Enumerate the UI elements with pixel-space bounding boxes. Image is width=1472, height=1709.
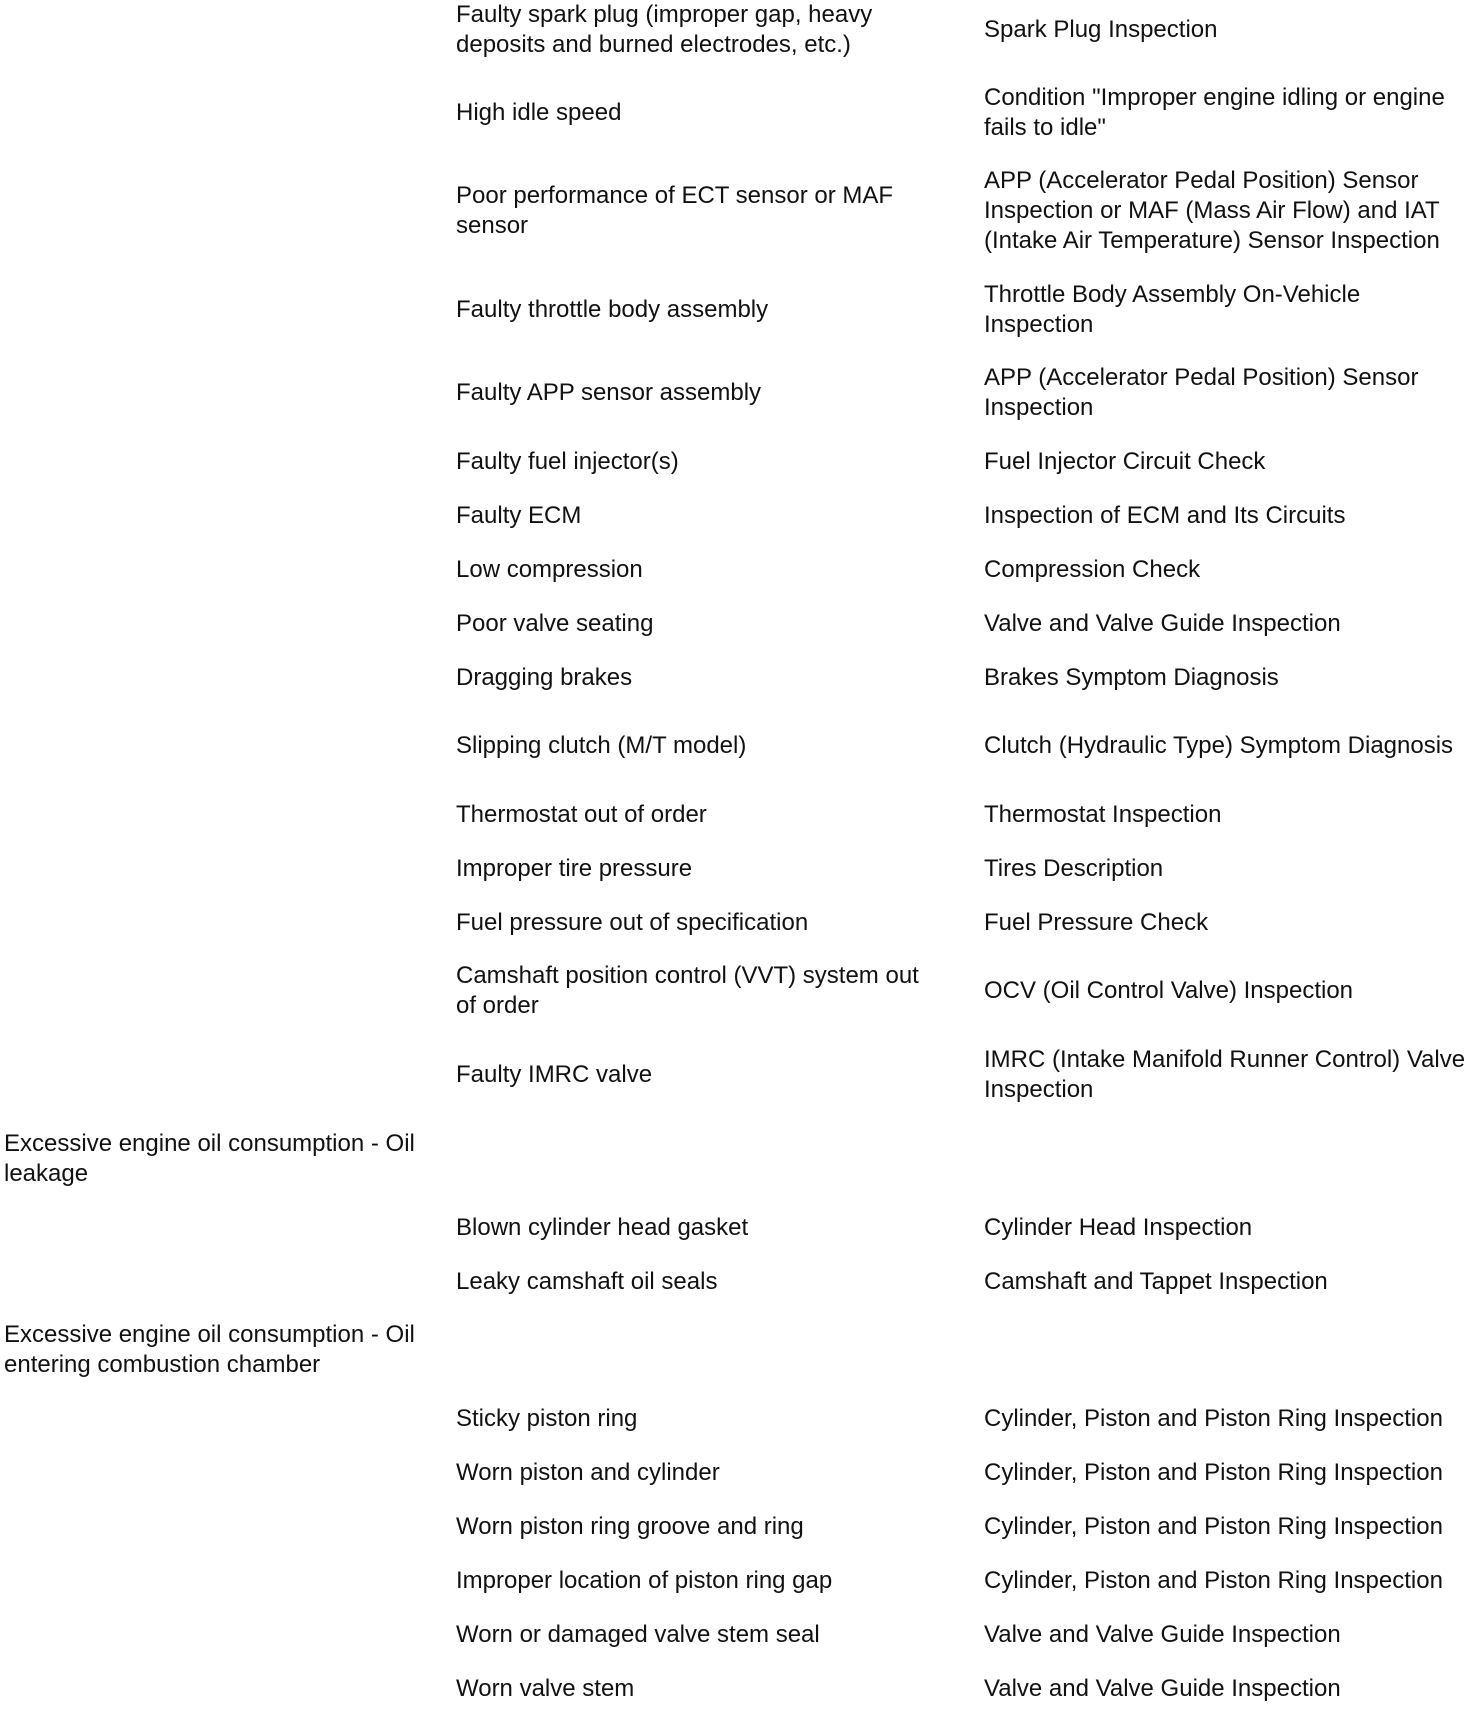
table-row: [0, 1615, 1472, 1655]
cause-cell-text: Faulty APP sensor assembly: [456, 379, 762, 406]
cause-cell: [456, 163, 936, 259]
cause-cell-text: Faulty throttle body assembly: [456, 296, 769, 323]
reference-cell: [984, 442, 1468, 482]
reference-cell-text: Spark Plug Inspection: [984, 16, 1218, 43]
symptom-cell: [4, 714, 424, 778]
cause-cell: [456, 795, 936, 835]
table-row: [0, 442, 1472, 482]
cause-cell-text: Fuel pressure out of specification: [456, 909, 809, 936]
cause-cell-text: Camshaft position control (VVT) system out of order: [456, 962, 919, 1019]
cause-cell: [456, 1043, 936, 1107]
table-row: [0, 278, 1472, 342]
cause-cell-text: Faulty IMRC valve: [456, 1061, 653, 1088]
table-row: [0, 1507, 1472, 1547]
table-row: [0, 795, 1472, 835]
cause-cell: [456, 714, 936, 778]
reference-cell-text: OCV (Oil Control Valve) Inspection: [984, 977, 1354, 1004]
reference-cell-text: APP (Accelerator Pedal Position) Sensor Inspection or MAF (Mass Air Flow) and IAT (Intake Air Temperature) Sensor Inspection: [984, 167, 1440, 254]
reference-cell-text: Cylinder Head Inspection: [984, 1214, 1253, 1241]
table-row: [0, 1262, 1472, 1302]
reference-cell: [984, 550, 1468, 590]
cause-cell: [456, 604, 936, 644]
reference-cell: [984, 604, 1468, 644]
symptom-cell: [4, 1615, 424, 1655]
cause-cell: [456, 1561, 936, 1601]
table-row: [0, 1453, 1472, 1493]
reference-cell-text: Cylinder, Piston and Piston Ring Inspection: [984, 1513, 1443, 1540]
cause-cell-text: Worn or damaged valve stem seal: [456, 1621, 820, 1648]
reference-cell: [984, 658, 1468, 698]
reference-cell-text: Cylinder, Piston and Piston Ring Inspection: [984, 1405, 1443, 1432]
cause-cell: [456, 496, 936, 536]
cause-cell-text: Thermostat out of order: [456, 801, 707, 828]
reference-cell: [984, 1399, 1468, 1439]
reference-cell: [984, 163, 1468, 259]
reference-cell: [984, 903, 1468, 943]
reference-cell-text: APP (Accelerator Pedal Position) Sensor Inspection: [984, 364, 1419, 421]
cause-cell: [456, 658, 936, 698]
cause-cell: [456, 959, 936, 1023]
cause-cell-text: Slipping clutch (M/T model): [456, 732, 747, 759]
cause-cell: [456, 1127, 936, 1191]
symptom-cell: [4, 1399, 424, 1439]
reference-cell-text: Throttle Body Assembly On-Vehicle Inspection: [984, 281, 1361, 338]
symptom-cell-text: Excessive engine oil consumption - Oil entering combustion chamber: [4, 1321, 415, 1378]
reference-cell: [984, 1561, 1468, 1601]
cause-cell-text: Faulty ECM: [456, 502, 582, 529]
symptom-cell: [4, 849, 424, 889]
reference-cell-text: Cylinder, Piston and Piston Ring Inspection: [984, 1459, 1443, 1486]
reference-cell-text: Camshaft and Tappet Inspection: [984, 1268, 1328, 1295]
cause-cell: [456, 1318, 936, 1382]
reference-cell: [984, 1507, 1468, 1547]
reference-cell: [984, 1127, 1468, 1191]
reference-cell: [984, 1262, 1468, 1302]
symptom-cell: [4, 795, 424, 835]
symptom-cell: [4, 1453, 424, 1493]
symptom-cell: [4, 550, 424, 590]
cause-cell: [456, 442, 936, 482]
reference-cell-text: Thermostat Inspection: [984, 801, 1222, 828]
symptom-cell: [4, 903, 424, 943]
cause-cell-text: Improper location of piston ring gap: [456, 1567, 833, 1594]
table-row: [0, 1127, 1472, 1191]
reference-cell-text: Fuel Pressure Check: [984, 909, 1209, 936]
cause-cell: [456, 1507, 936, 1547]
cause-cell: [456, 1615, 936, 1655]
cause-cell-text: Faulty spark plug (improper gap, heavy deposits and burned electrodes, etc.): [456, 1, 873, 58]
reference-cell-text: Tires Description: [984, 855, 1164, 882]
symptom-cell: [4, 1318, 424, 1382]
reference-cell: [984, 496, 1468, 536]
symptom-cell: [4, 361, 424, 425]
cause-cell-text: High idle speed: [456, 99, 622, 126]
reference-cell-text: IMRC (Intake Manifold Runner Control) Valve Inspection: [984, 1046, 1466, 1103]
reference-cell: [984, 1043, 1468, 1107]
symptom-cell: [4, 1208, 424, 1248]
table-row: [0, 1208, 1472, 1248]
cause-cell-text: Poor performance of ECT sensor or MAF sensor: [456, 182, 894, 239]
cause-cell: [456, 1399, 936, 1439]
reference-cell-text: Valve and Valve Guide Inspection: [984, 1675, 1341, 1702]
cause-cell-text: Improper tire pressure: [456, 855, 693, 882]
reference-cell-text: Clutch (Hydraulic Type) Symptom Diagnosis: [984, 732, 1454, 759]
reference-cell: [984, 959, 1468, 1023]
table-row: [0, 1669, 1472, 1709]
symptom-cell: [4, 1561, 424, 1601]
reference-cell-text: Inspection of ECM and Its Circuits: [984, 502, 1346, 529]
cause-cell: [456, 1669, 936, 1709]
symptom-cell-text: Excessive engine oil consumption - Oil leakage: [4, 1130, 415, 1187]
cause-cell-text: Low compression: [456, 556, 643, 583]
symptom-cell: [4, 959, 424, 1023]
symptom-cell: [4, 163, 424, 259]
table-row: [0, 0, 1472, 62]
cause-cell-text: Worn piston ring groove and ring: [456, 1513, 804, 1540]
reference-cell: [984, 361, 1468, 425]
cause-cell-text: Sticky piston ring: [456, 1405, 638, 1432]
cause-cell: [456, 278, 936, 342]
table-row: [0, 714, 1472, 778]
symptom-cell: [4, 442, 424, 482]
table-row: [0, 163, 1472, 259]
symptom-cell: [4, 81, 424, 145]
cause-cell-text: Dragging brakes: [456, 664, 633, 691]
reference-cell-text: Condition "Improper engine idling or engine fails to idle": [984, 84, 1445, 141]
symptom-cell: [4, 278, 424, 342]
cause-cell: [456, 1208, 936, 1248]
table-row: [0, 361, 1472, 425]
cause-cell: [456, 550, 936, 590]
reference-cell: [984, 795, 1468, 835]
symptom-cell: [4, 658, 424, 698]
reference-cell: [984, 0, 1468, 62]
table-row: [0, 903, 1472, 943]
reference-cell: [984, 1318, 1468, 1382]
cause-cell: [456, 1453, 936, 1493]
symptom-cell: [4, 1262, 424, 1302]
reference-cell: [984, 278, 1468, 342]
reference-cell: [984, 81, 1468, 145]
table-row: [0, 658, 1472, 698]
table-row: [0, 1399, 1472, 1439]
reference-cell-text: Valve and Valve Guide Inspection: [984, 1621, 1341, 1648]
cause-cell: [456, 0, 936, 62]
reference-cell: [984, 1208, 1468, 1248]
cause-cell: [456, 849, 936, 889]
table-row: [0, 1561, 1472, 1601]
symptom-cell: [4, 1127, 424, 1191]
reference-cell-text: Compression Check: [984, 556, 1201, 583]
cause-cell: [456, 361, 936, 425]
cause-cell-text: Worn piston and cylinder: [456, 1459, 720, 1486]
reference-cell: [984, 1669, 1468, 1709]
reference-cell: [984, 714, 1468, 778]
table-row: [0, 550, 1472, 590]
reference-cell: [984, 1453, 1468, 1493]
symptom-cell: [4, 1043, 424, 1107]
cause-cell: [456, 903, 936, 943]
cause-cell-text: Faulty fuel injector(s): [456, 448, 679, 475]
table-row: [0, 849, 1472, 889]
reference-cell-text: Cylinder, Piston and Piston Ring Inspection: [984, 1567, 1443, 1594]
reference-cell: [984, 1615, 1468, 1655]
reference-cell-text: Brakes Symptom Diagnosis: [984, 664, 1279, 691]
reference-cell-text: Valve and Valve Guide Inspection: [984, 610, 1341, 637]
table-row: [0, 959, 1472, 1023]
cause-cell: [456, 81, 936, 145]
cause-cell-text: Blown cylinder head gasket: [456, 1214, 749, 1241]
table-row: [0, 81, 1472, 145]
table-row: [0, 496, 1472, 536]
symptom-cell: [4, 0, 424, 62]
symptom-cell: [4, 1669, 424, 1709]
cause-cell: [456, 1262, 936, 1302]
reference-cell: [984, 849, 1468, 889]
table-row: [0, 604, 1472, 644]
cause-cell-text: Poor valve seating: [456, 610, 654, 637]
symptom-cell: [4, 604, 424, 644]
symptom-cell: [4, 496, 424, 536]
symptom-cell: [4, 1507, 424, 1547]
table-row: [0, 1318, 1472, 1382]
table-row: [0, 1043, 1472, 1107]
cause-cell-text: Leaky camshaft oil seals: [456, 1268, 718, 1295]
cause-cell-text: Worn valve stem: [456, 1675, 635, 1702]
reference-cell-text: Fuel Injector Circuit Check: [984, 448, 1266, 475]
